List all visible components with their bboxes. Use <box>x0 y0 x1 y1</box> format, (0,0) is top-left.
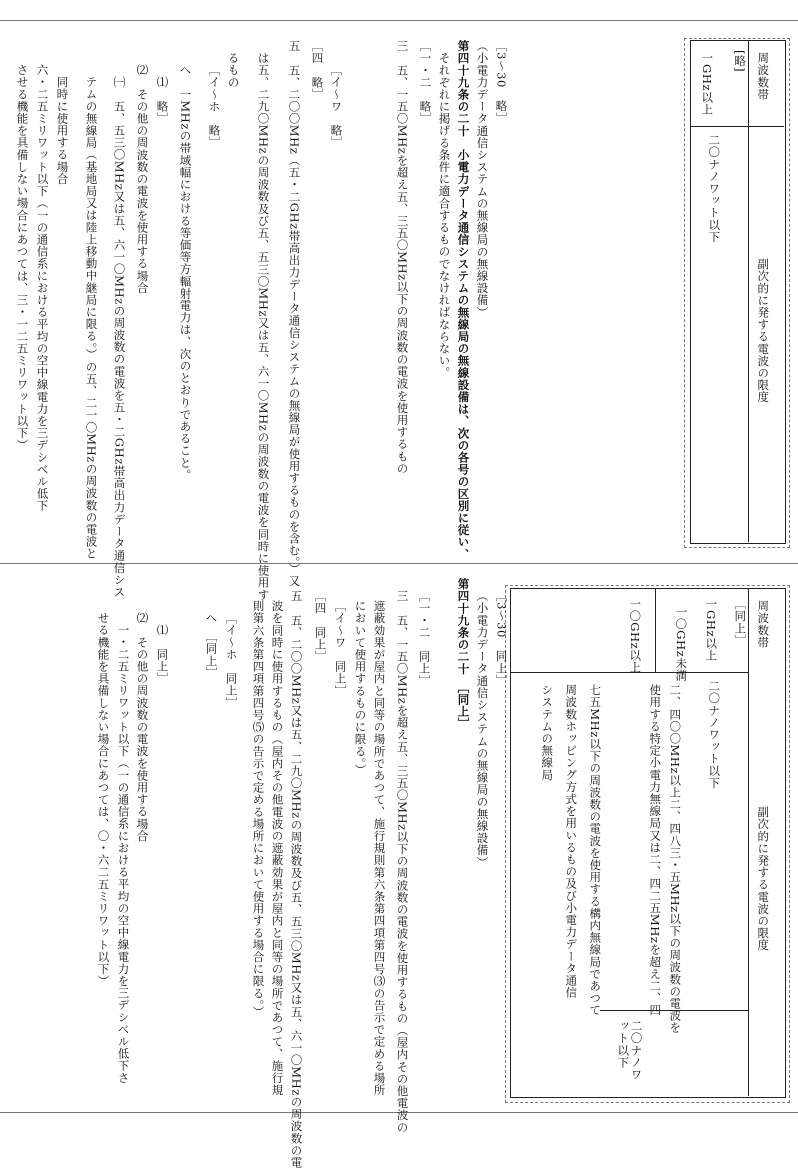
bottom-line-15: ⑵ その他の周波数の電波を使用する場合 <box>135 612 150 842</box>
top-table-header-limit: 副次的に発する電波の限度 <box>756 258 771 404</box>
top-line-9: は五、二九〇MHzの周波数及び五、五三〇MHz又は五、六一〇MHzの周波数の電波を同時に使用す <box>256 52 271 601</box>
bottom-line-17: せる機能を具備しない場合にあつては、〇・六二五ミリワット以下） <box>96 612 111 988</box>
bottom-table-header-band: 周波数帯 <box>756 600 771 649</box>
bottom-table-cond-3: 周波数ホッピング方式を用いるもの及び小電力データ通信 <box>564 684 579 999</box>
top-line-10: るもの <box>226 52 241 89</box>
bottom-line-1: （小電力データ通信システムの無線局の無線設備） <box>475 590 490 869</box>
top-line-13: ⑴ 略］ <box>155 76 170 125</box>
top-line-12: へ 一MHzの帯域幅における等価等方輻射電力は、次のとおりであること。 <box>178 64 193 481</box>
bottom-line-14: ⑴ 同上］ <box>155 624 170 685</box>
bottom-line-5: 遮蔽効果が屋内と同等の場所であつて、施行規則第六条第四項第四号⑶の告示で定める場所 <box>372 600 387 1097</box>
bottom-table-cond-1: 使用する特定小電力無線局又は二、四二五MHzを超え二、四 <box>648 684 663 1017</box>
bottom-table-cond-2: 七五MHz以下の周波数の電波を使用する構内無線局であつて <box>588 684 603 1017</box>
bottom-line-12: ［イ～ホ 同上］ <box>224 612 239 709</box>
top-line-15: ㈠ 五、五三〇MHz又は五、六一〇MHzの周波数の電波を五・二GHz帯高出力データ通信シス <box>112 76 127 598</box>
top-line-1: （小電力データ通信システムの無線局の無線設備） <box>475 40 490 319</box>
top-line-17: 同時に使用する場合 <box>55 76 70 185</box>
top-table-divider-v <box>748 40 749 542</box>
top-line-18: 六・二五ミリワット以下（一の通信系における平均の空中線電力を三デシベル低下 <box>35 64 50 512</box>
bottom-table-freq-divider <box>655 588 656 672</box>
bottom-table-header-divider <box>748 588 749 1096</box>
top-table-note: [略] <box>733 50 748 73</box>
bottom-article-heading: 第四十九条の二十 ［同上］ <box>456 578 471 730</box>
top-line-14: ⑵ その他の周波数の電波を使用する場合 <box>135 64 150 294</box>
top-table-header-band: 周波数帯 <box>756 52 771 101</box>
bottom-item-5: 五 五、二〇〇MHz又は五、二九〇MHzの周波数及び五、五三〇MHz又は五、六一〇MHzの周波数の電 <box>289 590 304 1168</box>
top-line-3: それぞれに掲げる条件に適合するものでなければならない。 <box>437 52 452 379</box>
bottom-line-16: 一・二五ミリワット以下（一の通信系における平均の空中線電力を三デシベル低下さ <box>116 624 131 1084</box>
top-item-5: 五 五、二〇〇MHz（五・二GHz帯高出力データ通信システムの無線局が使用するものを含む。）又 <box>287 40 302 588</box>
top-line-16: テムの無線局（基地局又は陸上移動中継局に限る。）の五、二一〇MHzの周波数の電波と <box>84 76 99 560</box>
bottom-line-6: において使用するものに限る。） <box>353 600 368 776</box>
bottom-table-limit-b: 二〇ナノワット以下 <box>616 1020 644 1081</box>
bottom-line-8: ［四 同上］ <box>313 590 328 663</box>
bottom-line-10: 波を同時に使用するもの（屋内その他電波の遮蔽効果が屋内と同等の場所であつて、施行規 <box>270 600 285 1097</box>
bottom-table-freq-a1: 一〇GHz未満 <box>674 606 689 682</box>
top-line-19: させる機能を具備しない場合にあつては、三・一二五ミリワット以下） <box>15 64 30 452</box>
top-line-11: ［イ～ホ 略］ <box>207 64 222 149</box>
bottom-line-0: ［3～30 同上］ <box>494 590 509 687</box>
bottom-line-13: へ ［同上］ <box>204 612 219 679</box>
bottom-line-7: ［イ～ワ 同上］ <box>333 600 348 697</box>
top-line-7: ［四 略］ <box>310 40 325 101</box>
top-article-heading: 第四十九条の二十 小電力データ通信システムの無線局の無線設備は、次の各号の区別に従い、 <box>456 40 471 561</box>
top-table-divider-h <box>690 126 784 127</box>
bottom-table-note: ［同上］ <box>733 598 748 647</box>
top-line-0: ［3～30 略］ <box>494 40 509 125</box>
bottom-table-cond-4: システムの無線局 <box>540 684 555 781</box>
bottom-table-cond-0: 二、四〇〇MHz以上二、四八三・五MHz以下の周波数の電波を <box>668 684 683 1034</box>
top-line-6: ［イ～ワ 略］ <box>329 64 344 149</box>
top-border <box>0 20 798 21</box>
bottom-line-11: 則第六条第四項第四号⑸の告示で定める場所において使用する場合に限る。） <box>251 600 266 1018</box>
top-table <box>690 40 786 544</box>
bottom-item-3: 三 五、一五〇MHzを超え五、三五〇MHz以下の周波数の電波を使用するもの（屋内その他電波の <box>395 590 410 1134</box>
top-table-limit: 二〇ナノワット以下 <box>707 134 722 243</box>
bottom-line-3: ［一・二 同上］ <box>417 590 432 687</box>
bottom-table-freq-a: 一GHz以上 <box>704 598 719 662</box>
top-table-freq: 一GHz以上 <box>700 52 715 116</box>
top-line-4: ［一・二 略］ <box>418 40 433 125</box>
top-item-3: 三 五、一五〇MHzを超え五、三五〇MHz以下の周波数の電波を使用するもの <box>395 40 410 475</box>
bottom-table-freq-a2: 一〇GHz以上 <box>628 598 643 674</box>
bottom-table-limit-a: 二〇ナノワット以下 <box>707 680 722 789</box>
bottom-table-header-limit: 副次的に発する電波の限度 <box>756 806 771 952</box>
